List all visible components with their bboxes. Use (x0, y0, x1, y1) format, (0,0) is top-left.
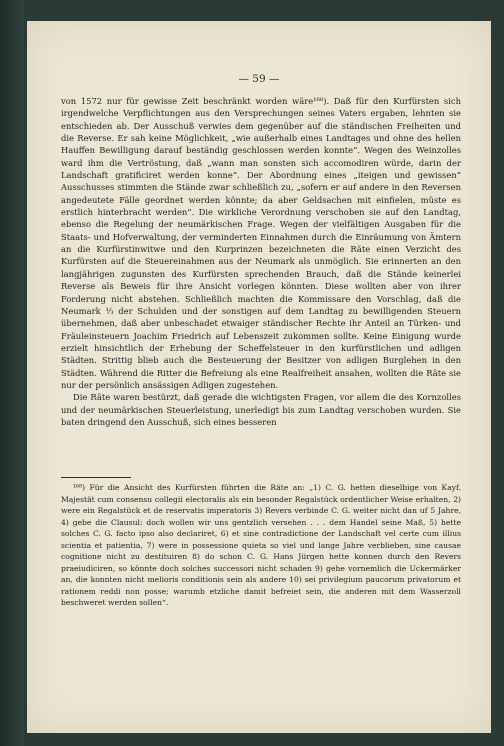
book-binding-edge (0, 0, 24, 746)
paragraph-2: Die Räte waren bestürzt, daß gerade die wichtigsten Fragen, vor allem die des Kornzolles und der neumärkischen Steuerleistung, unerledigt bis zum Landtag verschoben wurden. Sie baten dringend den Ausschuß, sich eines besseren (61, 392, 461, 427)
footnote-168: ¹⁶⁸) Für die Ansicht des Kurfürsten führten die Räte an: „1) C. G. hetten dieselbige von Kayf. Majestät cum consensu collegii electoralis als ein besonder Regalstück ordentlicher Weise erhalten, 2) were ein Regalstück et de reservatis imperatoris 3) Revers verbinde C. G. weiter nicht dan uf 5 Jahre, 4) gebe die Clausul: doch wollen wir uns gentzlich versehen . . . dem Handel seine Maß, 5) hette solches C. G. facto ipso also declariret, 6) et sine contradictione der Landschaft vel certe cum illius scientia et patientia, 7) were in possessione quieta so viel und lange Jahre verblieben, sine causae cognitione nicht zu destituiren 8) do schon C. G. Hans Jürgen hette konnen durch den Revers praeiudiciren, so könnte doch solches successori nicht schaden 9) gehe vornemlich die Uckermärker an, die konnten nicht melioris conditionis sein als andere 10) sei privilegium paucorum privatorum et rationem reddi non posse; warumb etzliche damit befreiet sein, die anderen mit dem Wasserzoll beschweret werden sollen“. (61, 483, 461, 608)
page-number: — 59 — (238, 73, 280, 85)
footnote-divider (61, 477, 131, 478)
paragraph-1: von 1572 nur für gewisse Zeit beschränkt worden wäre¹⁶⁸). Daß für den Kurfürsten sich irgendwelche Verpflichtungen aus den Versprechungen seines Vaters ergaben, lehnten sie entschieden ab. Der Ausschuß verwies dem gegenüber auf die ständischen Freiheiten und die Reverse. Er sah keine Möglichkeit, „wie außerhalb eines Landtages und ohne des hellen Hauffen Bewilligung darauf beständig geschlossen werden konnte“. Wegen des Weinzolles ward ihm die Vertröstung, daß „wann man sonsten sich accomodiren würde, darin der Landschaft gratificiret werden konne“. Der Abordnung eines „iteigen und gewissen“ Ausschusses stimmten die Stände zwar schließlich zu, „sofern er auf andere in den Reversen angedeutete Fälle geordnet werden könnte; da aber Geldsachen mit einfielen, müste es erstlich hinterbracht werden“. Die wirkliche Verordnung verschoben sie auf den Landtag, ebenso die Regelung der neumärkischen Frage. Wegen der vielfältigen Ausgaben für die Staats- und Hofverwaltung, der verminderten Einnahmen durch die Einräumung von Ämtern an die Kurfürstinwitwe und den Kurprinzen bezeichneten die Räte einen Verzicht des Kurfürsten auf die Steuereinahmen aus der Neumark als unmöglich. Sie erinnerten an den langjährigen zugunsten des Kurfürsten sprechenden Brauch, daß die Stände keinerlei Reverse als Beweis für ihre Ansicht vorlegen könnten. Diese wollten aber von ihrer Forderung nicht abstehen. Schließlich machten die Kommissare den Vorschlag, daß die Neumark ¹⁄₃ der Schulden und der sonstigen auf dem Landtag zu bewilligenden Steuern übernehmen, daß aber unbeschadet etwaiger ständischer Rechte ihr Anteil an Türken- und Fräuleinsteuern Joachim Friedrich auf Lebenszeit zukommen sollte. Keine Einigung wurde erzielt hinsichtlich der Erhebung der Scheffelsteuer in den kurfürstlichen und adligen Städten. Strittig blieb auch die Besteuerung der Besitzer von adligen Burglehen in den Städten. Während die Ritter die Befreiung als eine Realfreiheit ansahen, wollten die Räte sie nur der persönlich ansässigen Adligen zugestehen. (61, 96, 461, 390)
footnote-section (61, 482, 461, 609)
main-text (61, 95, 461, 428)
book-page (27, 21, 491, 733)
